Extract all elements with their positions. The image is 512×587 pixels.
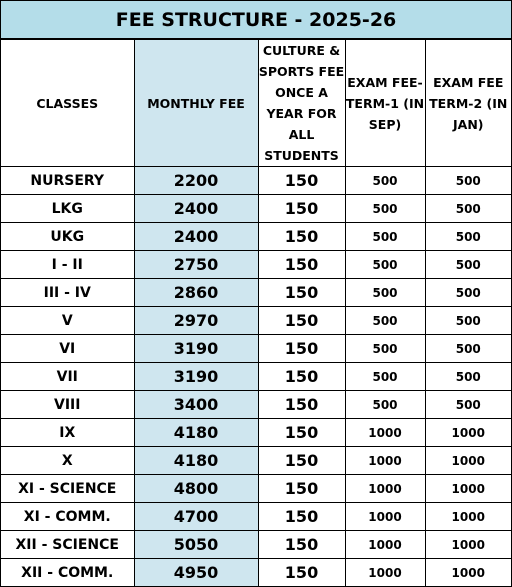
class-cell: NURSERY	[1, 167, 134, 195]
monthly-fee-cell: 4180	[134, 419, 258, 447]
monthly-fee-cell: 2400	[134, 195, 258, 223]
table-row	[1, 391, 511, 419]
table-row	[1, 559, 511, 587]
exam-term2-cell: 500	[425, 307, 511, 335]
exam-term1-cell: 500	[345, 363, 425, 391]
class-cell: LKG	[1, 195, 134, 223]
exam-term2-cell: 500	[425, 279, 511, 307]
culture-fee-cell: 150	[258, 195, 345, 223]
class-cell: I - II	[1, 251, 134, 279]
culture-fee-cell: 150	[258, 391, 345, 419]
header-exam-fee-term-1: EXAM FEE-TERM-1 (IN SEP)	[345, 40, 425, 167]
monthly-fee-cell: 3190	[134, 363, 258, 391]
culture-fee-cell: 150	[258, 559, 345, 587]
exam-term2-cell: 500	[425, 391, 511, 419]
exam-term2-cell: 500	[425, 167, 511, 195]
exam-term1-cell: 1000	[345, 559, 425, 587]
class-cell: VI	[1, 335, 134, 363]
culture-fee-cell: 150	[258, 223, 345, 251]
table-row	[1, 335, 511, 363]
table-row	[1, 167, 511, 195]
class-cell: VII	[1, 363, 134, 391]
exam-term2-cell: 1000	[425, 559, 511, 587]
table-row	[1, 447, 511, 475]
exam-term2-cell: 1000	[425, 531, 511, 559]
culture-fee-cell: 150	[258, 475, 345, 503]
table-row	[1, 363, 511, 391]
exam-term1-cell: 500	[345, 251, 425, 279]
exam-term1-cell: 1000	[345, 419, 425, 447]
class-cell: XII - SCIENCE	[1, 531, 134, 559]
class-cell: V	[1, 307, 134, 335]
exam-term1-cell: 1000	[345, 475, 425, 503]
header-exam-fee-term-2: EXAM FEE TERM-2 (IN JAN)	[425, 40, 511, 167]
class-cell: XI - COMM.	[1, 503, 134, 531]
table-row	[1, 531, 511, 559]
fee-table	[1, 40, 511, 587]
table-row	[1, 251, 511, 279]
culture-fee-cell: 150	[258, 531, 345, 559]
class-cell: XI - SCIENCE	[1, 475, 134, 503]
exam-term2-cell: 1000	[425, 503, 511, 531]
exam-term1-cell: 1000	[345, 447, 425, 475]
culture-fee-cell: 150	[258, 419, 345, 447]
exam-term2-cell: 500	[425, 363, 511, 391]
exam-term2-cell: 500	[425, 223, 511, 251]
monthly-fee-cell: 2400	[134, 223, 258, 251]
exam-term1-cell: 500	[345, 223, 425, 251]
monthly-fee-cell: 2860	[134, 279, 258, 307]
monthly-fee-cell: 4180	[134, 447, 258, 475]
monthly-fee-cell: 4950	[134, 559, 258, 587]
culture-fee-cell: 150	[258, 167, 345, 195]
table-row	[1, 503, 511, 531]
class-cell: UKG	[1, 223, 134, 251]
culture-fee-cell: 150	[258, 307, 345, 335]
exam-term2-cell: 500	[425, 251, 511, 279]
class-cell: X	[1, 447, 134, 475]
header-culture-sports-fee: CULTURE & SPORTS FEE ONCE A YEAR FOR ALL STUDENTS	[258, 40, 345, 167]
table-row	[1, 475, 511, 503]
exam-term1-cell: 500	[345, 307, 425, 335]
class-cell: XII - COMM.	[1, 559, 134, 587]
exam-term2-cell: 1000	[425, 419, 511, 447]
table-row	[1, 307, 511, 335]
monthly-fee-cell: 4800	[134, 475, 258, 503]
culture-fee-cell: 150	[258, 279, 345, 307]
header-monthly-fee: MONTHLY FEE	[134, 40, 258, 167]
table-row	[1, 279, 511, 307]
table-row	[1, 223, 511, 251]
table-row	[1, 419, 511, 447]
monthly-fee-cell: 3190	[134, 335, 258, 363]
culture-fee-cell: 150	[258, 363, 345, 391]
monthly-fee-cell: 3400	[134, 391, 258, 419]
sheet-title: FEE STRUCTURE - 2025-26	[1, 1, 511, 40]
exam-term2-cell: 1000	[425, 475, 511, 503]
culture-fee-cell: 150	[258, 335, 345, 363]
class-cell: III - IV	[1, 279, 134, 307]
header-row	[1, 40, 511, 167]
class-cell: VIII	[1, 391, 134, 419]
monthly-fee-cell: 2750	[134, 251, 258, 279]
culture-fee-cell: 150	[258, 251, 345, 279]
header-classes: CLASSES	[1, 40, 134, 167]
culture-fee-cell: 150	[258, 503, 345, 531]
class-cell: IX	[1, 419, 134, 447]
culture-fee-cell: 150	[258, 447, 345, 475]
fee-table-body	[1, 167, 511, 587]
exam-term1-cell: 1000	[345, 531, 425, 559]
monthly-fee-cell: 2970	[134, 307, 258, 335]
exam-term1-cell: 500	[345, 195, 425, 223]
exam-term1-cell: 1000	[345, 503, 425, 531]
exam-term2-cell: 1000	[425, 447, 511, 475]
exam-term1-cell: 500	[345, 391, 425, 419]
exam-term1-cell: 500	[345, 279, 425, 307]
exam-term1-cell: 500	[345, 335, 425, 363]
exam-term2-cell: 500	[425, 195, 511, 223]
exam-term1-cell: 500	[345, 167, 425, 195]
table-row	[1, 195, 511, 223]
monthly-fee-cell: 2200	[134, 167, 258, 195]
monthly-fee-cell: 5050	[134, 531, 258, 559]
exam-term2-cell: 500	[425, 335, 511, 363]
monthly-fee-cell: 4700	[134, 503, 258, 531]
